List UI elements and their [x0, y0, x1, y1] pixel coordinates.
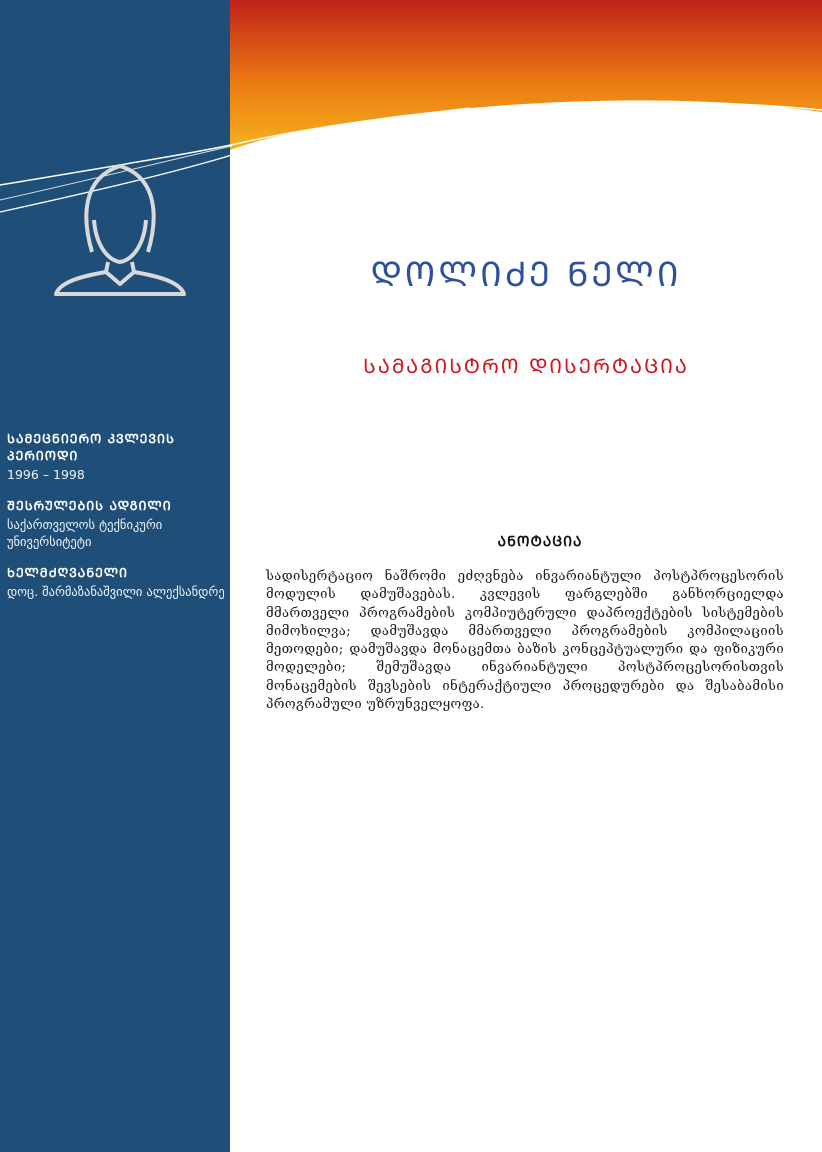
abstract-text: სადისერტაციო ნაშრომი ეძღვნება ინვარიანტული პოსტპროცესორის მოდულის დამუშავებას. კვლევის ფარგლებში განხორციელდა მმართველი პროგრამების კომპიუტერული დაპროექტების სისტემების მიმოხილვა; დამუშავდა მმართველი პროგრამების კომპილაციის მეთოდები; დამუშავდა მონაცემთა ბაზის კონცეპტუალური და ფიზიკური მოდელები; შემუშავდა ინვარიანტული პოსტპროცესორისთვის მონაცემების შევსების ინტერაქტიული პროცედურები და შესაბამისი პროგრამული უზრუნველყოფა. [266, 569, 784, 713]
supervisor-value: დოც. შარმაზანაშვილი ალექსანდრე [7, 584, 225, 599]
execution-place-block [7, 497, 225, 550]
supervisor-block [7, 564, 225, 600]
abstract-title: ᲐᲜᲝᲢᲐᲪᲘᲐ [497, 534, 583, 550]
execution-place-label: ᲨᲔᲡᲠᲣᲚᲔᲑᲘᲡ ᲐᲓᲒᲘᲚᲘ [7, 498, 172, 513]
research-period-label: ᲡᲐᲛᲔᲪᲜᲘᲔᲠᲝ ᲙᲕᲚᲔᲕᲘᲡ ᲞᲔᲠᲘᲝᲓᲘ [7, 431, 175, 463]
research-period-value: 1996 – 1998 [7, 467, 85, 482]
female-user-icon [52, 158, 188, 298]
supervisor-label: ᲮᲔᲚᲛᲫᲦᲕᲐᲜᲔᲚᲘ [7, 565, 128, 580]
execution-place-value: საქართველოს ტექნიკური უნივერსიტეტი [7, 517, 163, 549]
sidebar-info [7, 430, 225, 614]
author-name: ᲓᲝᲚᲘᲫᲔ ᲜᲔᲚᲘ [370, 255, 682, 295]
document-subtitle: ᲡᲐᲛᲐᲒᲘᲡᲢᲠᲝ ᲓᲘᲡᲔᲠᲢᲐᲪᲘᲐ [363, 354, 689, 378]
research-period-block [7, 430, 225, 483]
